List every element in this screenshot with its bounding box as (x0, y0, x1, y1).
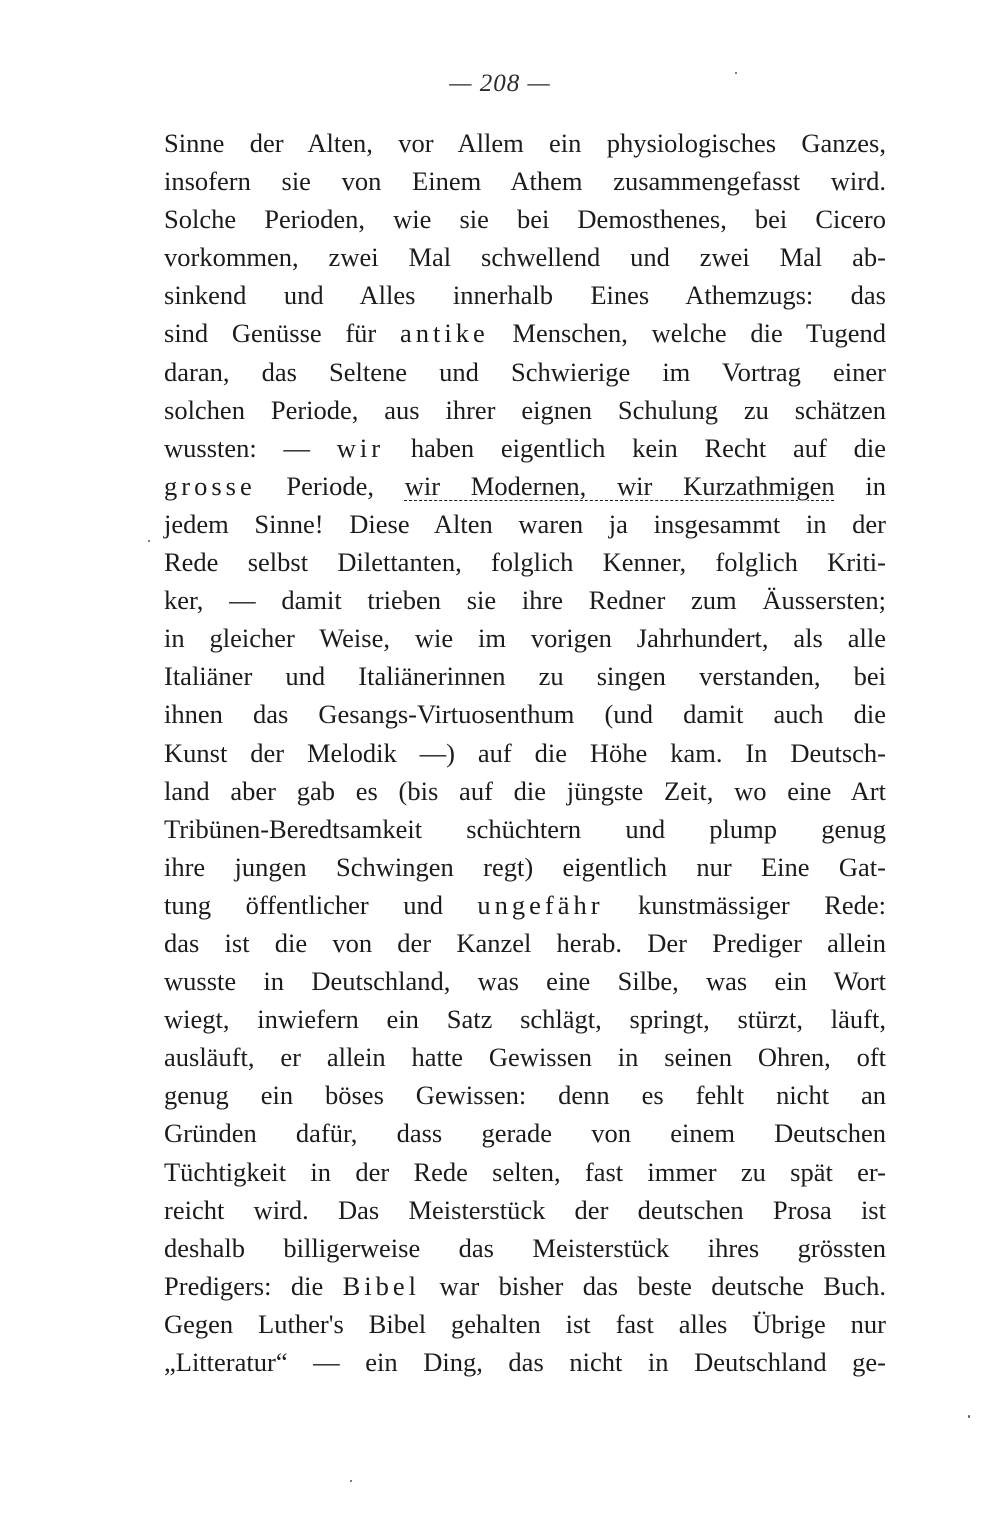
text-line: Kunst der Melodik —) auf die Höhe kam. In Deutsch- (164, 737, 886, 768)
print-speck (148, 540, 150, 542)
text-line (164, 467, 886, 505)
text-line: ihnen das Gesangs-Virtuosenthum (und damit auch die (164, 699, 886, 730)
text-line: Italiäner und Italiänerinnen zu singen verstanden, bei (164, 661, 886, 692)
text-line: wiegt, inwiefern ein Satz schlägt, springt, stürzt, läuft, (164, 1004, 886, 1035)
text-segment: wussten: — (164, 432, 337, 463)
text-line: land aber gab es (bis auf die jüngste Zeit, wo eine Art (164, 775, 886, 806)
text-line: reicht wird. Das Meisterstück der deutschen Prosa ist (164, 1194, 886, 1225)
text-segment: sind Genüsse für (164, 318, 400, 349)
text-line: genug ein böses Gewissen: denn es fehlt nicht an (164, 1080, 886, 1111)
text-line: ihre jungen Schwingen regt) eigentlich nur Eine Gat- (164, 851, 886, 882)
text-line: ker, — damit trieben sie ihre Redner zum Äussersten; (164, 585, 886, 616)
emphasized-text: Bibel (342, 1270, 421, 1301)
text-line: das ist die von der Kanzel herab. Der Prediger allein (164, 927, 886, 958)
text-segment: haben eigentlich kein Recht auf die (384, 432, 886, 463)
body-text (164, 124, 886, 1381)
text-segment: in (834, 470, 886, 501)
text-line: wusste in Deutschland, was eine Silbe, was ein Wort (164, 966, 886, 997)
text-segment: war bisher das beste deutsche Buch. (420, 1270, 886, 1301)
text-line: Solche Perioden, wie sie bei Demosthenes, bei Cicero (164, 204, 886, 235)
print-speck (735, 72, 737, 74)
page-number: — 208 — (449, 70, 551, 97)
text-line: vorkommen, zwei Mal schwellend und zwei Mal ab- (164, 242, 886, 273)
text-line: Tribünen-Beredtsamkeit schüchtern und plump genug (164, 813, 886, 844)
emphasized-text: grosse (164, 470, 256, 501)
text-line (164, 886, 886, 924)
underlined-text: wir Modernen, wir Kurzathmigen (404, 470, 835, 501)
text-line: Rede selbst Dilettanten, folglich Kenner, folglich Kriti- (164, 547, 886, 578)
emphasized-text: antike (399, 318, 489, 349)
text-segment: kunstmässiger Rede: (603, 889, 887, 920)
text-line: ausläuft, er allein hatte Gewissen in seinen Ohren, oft (164, 1042, 886, 1073)
text-line: „Litteratur“ — ein Ding, das nicht in Deutschland ge- (164, 1347, 886, 1377)
text-line: insofern sie von Einem Athem zusammengefasst wird. (164, 166, 886, 197)
text-line (164, 429, 886, 467)
text-segment: Menschen, welche die Tugend (488, 318, 886, 349)
text-line: deshalb billigerweise das Meisterstück ihres grössten (164, 1232, 886, 1263)
print-speck (350, 1480, 352, 1482)
text-line: Tüchtigkeit in der Rede selten, fast immer zu spät er- (164, 1156, 886, 1187)
text-line: solchen Periode, aus ihrer eignen Schulung zu schätzen (164, 394, 886, 425)
text-line: jedem Sinne! Diese Alten waren ja insgesammt in der (164, 508, 886, 539)
text-line (164, 314, 886, 352)
text-segment: tung öffentlicher und (164, 889, 478, 920)
text-segment: Periode, (255, 470, 405, 501)
text-line: Sinne der Alten, vor Allem ein physiologisches Ganzes, (164, 128, 886, 158)
text-line: in gleicher Weise, wie im vorigen Jahrhundert, als alle (164, 623, 886, 654)
text-line: Gegen Luther's Bibel gehalten ist fast alles Übrige nur (164, 1308, 886, 1339)
text-line: sinkend und Alles innerhalb Eines Athemzugs: das (164, 280, 886, 311)
text-line (164, 1267, 886, 1305)
emphasized-text: ungefähr (477, 889, 604, 920)
emphasized-text: wir (336, 432, 385, 463)
text-line: daran, das Seltene und Schwierige im Vortrag einer (164, 356, 886, 387)
text-line: Gründen dafür, dass gerade von einem Deutschen (164, 1118, 886, 1149)
text-segment: Predigers: die (164, 1270, 343, 1301)
print-speck (968, 1415, 970, 1418)
